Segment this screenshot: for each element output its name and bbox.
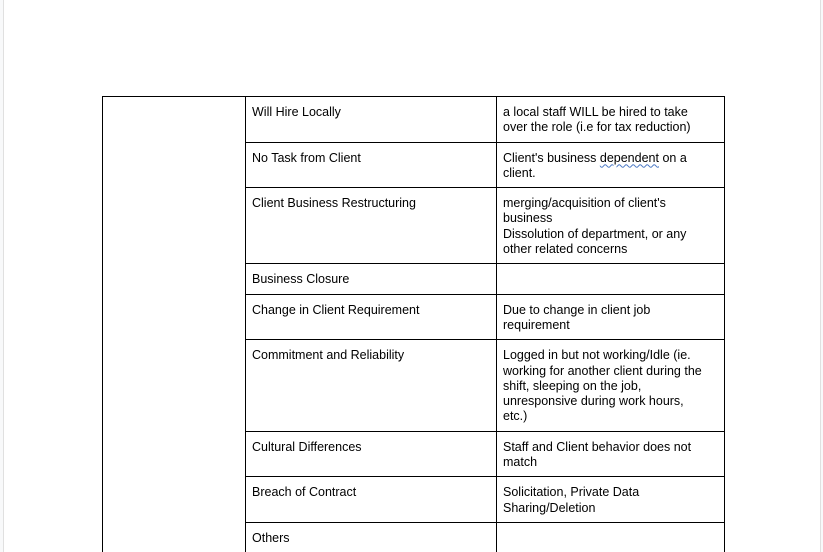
reason-text: Change in Client Requirement: [252, 302, 420, 317]
reason-text: No Task from Client: [252, 150, 361, 165]
merged-category-cell[interactable]: [103, 97, 246, 552]
reason-cell[interactable]: [246, 431, 497, 477]
details-line: a local staff WILL be hired to take: [503, 105, 688, 119]
details-cell[interactable]: [497, 340, 725, 431]
details-text: Client's business: [503, 150, 600, 165]
details-line: Logged in but not working/Idle (ie.: [503, 348, 691, 363]
details-line: working for another client during the: [503, 363, 702, 378]
reason-cell[interactable]: [246, 522, 497, 552]
details-cell[interactable]: [497, 142, 725, 188]
details-text: on a: [658, 150, 687, 165]
reason-cell[interactable]: [246, 142, 497, 188]
details-cell[interactable]: [497, 522, 725, 552]
reason-cell[interactable]: [246, 477, 497, 523]
reason-text: Business Closure: [252, 272, 350, 287]
details-line: merging/acquisition of client's: [503, 196, 666, 211]
details-line: Solicitation, Private Data: [503, 485, 640, 500]
details-cell[interactable]: [497, 431, 725, 477]
details-line: [503, 151, 718, 166]
details-line: Sharing/Deletion: [503, 500, 596, 515]
details-line: Dissolution of department, or any: [503, 226, 687, 241]
details-cell[interactable]: [497, 264, 725, 294]
details-line: shift, sleeping on the job,: [503, 378, 642, 393]
details-cell[interactable]: [497, 188, 725, 264]
details-line: business: [503, 211, 553, 226]
reason-cell[interactable]: [246, 97, 497, 143]
reason-cell[interactable]: [246, 340, 497, 431]
reason-text: Cultural Differences: [252, 439, 362, 454]
details-line: Staff and Client behavior does not: [503, 439, 692, 454]
details-line: requirement: [503, 317, 570, 332]
reason-text: Client Business Restructuring: [252, 196, 416, 211]
details-line: match: [503, 455, 538, 470]
details-line: over the role (i.e for tax reduction): [503, 120, 691, 135]
details-cell[interactable]: [497, 294, 725, 340]
reason-text: Others: [252, 530, 290, 545]
details-line: client.: [503, 165, 536, 180]
details-cell[interactable]: [497, 477, 725, 523]
table-row: [103, 97, 725, 143]
reason-text: Breach of Contract: [252, 485, 357, 500]
reason-cell[interactable]: [246, 294, 497, 340]
reason-cell[interactable]: [246, 188, 497, 264]
details-line: Due to change in client job: [503, 302, 651, 317]
reason-text: Will Hire Locally: [252, 105, 341, 119]
details-cell[interactable]: [497, 97, 725, 143]
reason-cell[interactable]: [246, 264, 497, 294]
details-line: unresponsive during work hours,: [503, 394, 684, 409]
spellcheck-flagged-word[interactable]: dependent: [599, 150, 659, 165]
reasons-table: [102, 96, 725, 552]
details-line: etc.): [503, 409, 528, 424]
document-page: [3, 0, 821, 552]
details-line: other related concerns: [503, 242, 628, 257]
reason-text: Commitment and Reliability: [252, 348, 405, 363]
